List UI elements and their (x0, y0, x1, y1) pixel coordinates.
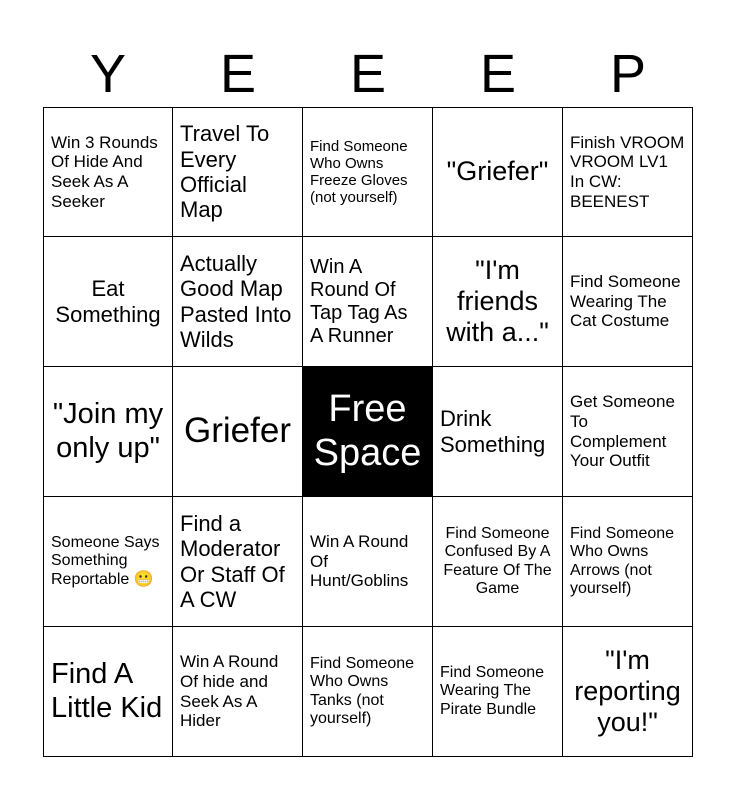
bingo-cell-r5c4[interactable]: Find Someone Wearing The Pirate Bundle (433, 627, 563, 757)
header-letter-4: E (479, 44, 517, 104)
bingo-cell-r4c4[interactable]: Find Someone Confused By A Feature Of The Game (433, 497, 563, 627)
bingo-cell-r3c5[interactable]: Get Someone To Complement Your Outfit (563, 367, 693, 497)
bingo-cell-r5c3[interactable]: Find Someone Who Owns Tanks (not yourself) (303, 627, 433, 757)
bingo-header (43, 40, 693, 108)
bingo-grid (43, 107, 693, 757)
bingo-cell-r2c2[interactable]: Actually Good Map Pasted Into Wilds (173, 237, 303, 367)
bingo-cell-r5c5[interactable]: "I'm reporting you!" (563, 627, 693, 757)
bingo-cell-r4c3[interactable]: Win A Round Of Hunt/Goblins (303, 497, 433, 627)
bingo-cell-r4c1[interactable]: Someone Says Something Reportable 😬 (43, 497, 173, 627)
bingo-cell-r2c4[interactable]: "I'm friends with a..." (433, 237, 563, 367)
bingo-cell-r1c5[interactable]: Finish VROOM VROOM LV1 In CW: BEENEST (563, 107, 693, 237)
bingo-cell-r2c3[interactable]: Win A Round Of Tap Tag As A Runner (303, 237, 433, 367)
free-space-cell[interactable]: Free Space (303, 367, 433, 497)
header-letter-5: P (609, 44, 647, 104)
bingo-cell-r5c2[interactable]: Win A Round Of hide and Seek As A Hider (173, 627, 303, 757)
bingo-cell-r3c4[interactable]: Drink Something (433, 367, 563, 497)
bingo-cell-r4c2[interactable]: Find a Moderator Or Staff Of A CW (173, 497, 303, 627)
bingo-cell-r4c5[interactable]: Find Someone Who Owns Arrows (not yourself) (563, 497, 693, 627)
bingo-cell-r1c2[interactable]: Travel To Every Official Map (173, 107, 303, 237)
bingo-cell-r3c1[interactable]: "Join my only up" (43, 367, 173, 497)
header-letter-3: E (349, 44, 387, 104)
bingo-cell-r2c1[interactable]: Eat Something (43, 237, 173, 367)
bingo-cell-r1c1[interactable]: Win 3 Rounds Of Hide And Seek As A Seeker (43, 107, 173, 237)
header-letter-2: E (219, 44, 257, 104)
bingo-cell-r1c4[interactable]: "Griefer" (433, 107, 563, 237)
bingo-cell-r5c1[interactable]: Find A Little Kid (43, 627, 173, 757)
header-letter-1: Y (89, 44, 127, 104)
bingo-cell-r1c3[interactable]: Find Someone Who Owns Freeze Gloves (not yourself) (303, 107, 433, 237)
bingo-cell-r3c2[interactable]: Griefer (173, 367, 303, 497)
bingo-cell-r2c5[interactable]: Find Someone Wearing The Cat Costume (563, 237, 693, 367)
